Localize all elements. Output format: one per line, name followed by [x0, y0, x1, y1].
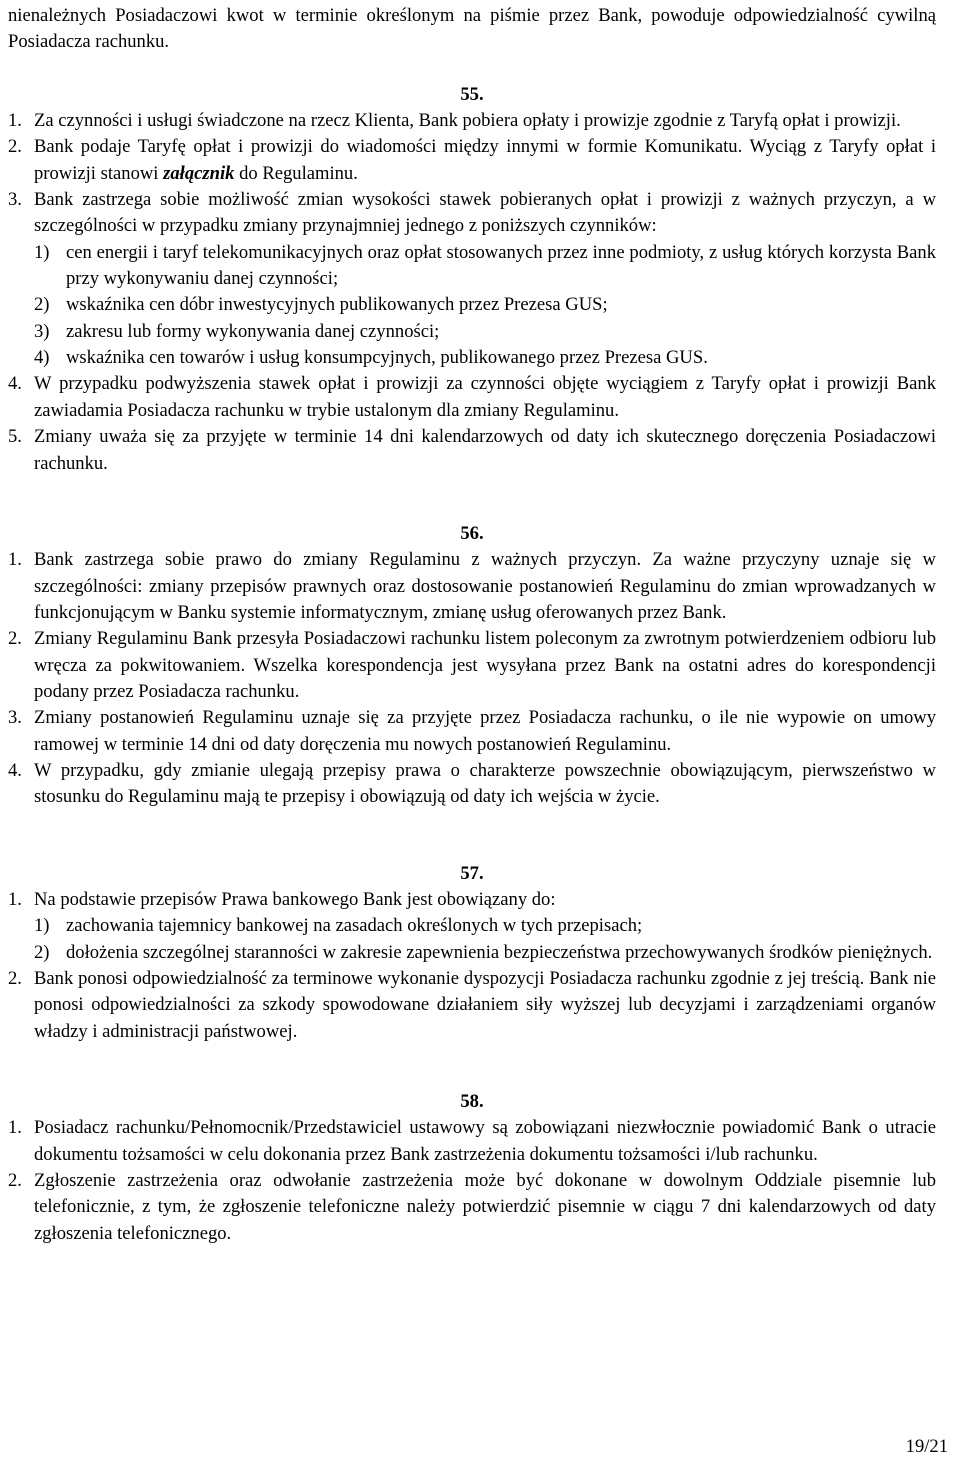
item-number: 1.: [8, 888, 22, 910]
item-number: 1.: [8, 549, 22, 571]
sub-list-item: [8, 319, 936, 345]
item-text: Zmiany Regulaminu Bank przesyła Posiadaczowi rachunku listem poleconym za zwrotnym potwierdzeniem odbioru lub wręcza za pokwitowaniem. Wszelka korespondencja jest wysyłana przez Bank na ostatni adres do korespondencji podany przez Posiadacza rachunku.: [34, 628, 936, 702]
list-item: [8, 705, 936, 758]
item-number: 1.: [8, 1117, 22, 1139]
item-text: W przypadku, gdy zmianie ulegają przepisy prawa o charakterze powszechnie obowiązującym, pierwszeństwo w stosunku do Regulaminu mają te przepisy i obowiązują od daty ich wejścia w życie.: [34, 759, 936, 808]
item-text: Za czynności i usługi świadczone na rzecz Klienta, Bank pobiera opłaty i prowizje zgodnie z Taryfą opłat i prowizji.: [34, 110, 901, 132]
list-item: [8, 1168, 936, 1247]
section-heading-57: 57.: [460, 862, 484, 884]
attachment-emphasis: załącznik: [163, 162, 235, 184]
section-heading-55: 55.: [460, 83, 484, 105]
item-text: Bank zastrzega sobie prawo do zmiany Regulaminu z ważnych przyczyn. Za ważne przyczyny uznaje się w szczególności: zmiany przepisów prawnych oraz dostosowanie postanowień Regulaminu do zmian wprowadzanych w funkcjonującym w Banku systemie informatycznym, zmianę usług oferowanych przez Bank.: [34, 549, 936, 623]
item-text: do Regulaminu.: [239, 162, 358, 184]
list-item: [8, 424, 936, 477]
item-number: 4.: [8, 759, 22, 781]
item-text: Bank zastrzega sobie możliwość zmian wysokości stawek pobieranych opłat i prowizji z ważnych przyczyn, a w szczególności w przypadku zmiany przynajmniej jednego z poniższych czynników:: [34, 189, 936, 237]
intro-paragraph: nienależnych Posiadaczowi kwot w terminie określonym na piśmie przez Bank, powoduje odpowiedzialność cywilną Posiadacza rachunku.: [8, 5, 936, 53]
list-item: [8, 626, 936, 705]
item-text: Posiadacz rachunku/Pełnomocnik/Przedstawiciel ustawowy są zobowiązani niezwłocznie powiadomić Bank o utracie dokumentu tożsamości w celu dokonania przez Bank zastrzeżenia dokumentu tożsamości i/lub rachunku.: [34, 1117, 936, 1165]
item-number: 5.: [8, 426, 22, 448]
list-item: [8, 547, 936, 626]
sub-item-text: zakresu lub formy wykonywania danej czynności;: [66, 320, 440, 342]
sub-item-text: zachowania tajemnicy bankowej na zasadach określonych w tych przepisach;: [66, 915, 643, 937]
item-number: 2.: [8, 968, 22, 989]
sub-list-item: [8, 345, 936, 371]
item-text: Zmiany uważa się za przyjęte w terminie 14 dni kalendarzowych od daty ich skutecznego doręczenia Posiadaczowi rachunku.: [34, 426, 936, 474]
item-number: 1.: [8, 110, 22, 132]
item-number: 2.: [8, 628, 22, 650]
sub-item-number: 3): [34, 320, 50, 342]
sub-item-number: 2): [34, 294, 50, 316]
item-text: Zmiany postanowień Regulaminu uznaje się za przyjęte przez Posiadacza rachunku, o ile nie wypowie on umowy ramowej w terminie 14 dni od daty doręczenia mu nowych postanowień Regulaminu.: [34, 707, 936, 755]
item-text: Bank podaje Taryfę opłat i prowizji do wiadomości między innymi w formie Komunikatu. Wyciąg z Taryfy opłat i prowizji stanowi: [34, 136, 936, 184]
item-number: 3.: [8, 189, 22, 211]
list-item: [8, 108, 936, 134]
item-text: W przypadku podwyższenia stawek opłat i prowizji za czynności objęte wyciągiem z Taryfy opłat i prowizji Bank zawiadamia Posiadacza rachunku w trybie ustalonym dla zmiany Regulaminu.: [34, 373, 936, 421]
item-number: 4.: [8, 373, 22, 395]
sub-item-number: 4): [34, 347, 50, 369]
item-number: 3.: [8, 707, 22, 729]
list-item: [8, 371, 936, 424]
item-number: 2.: [8, 1170, 22, 1192]
section-heading-58: 58.: [460, 1091, 484, 1113]
sub-item-number: 2): [34, 941, 50, 963]
sub-list-item: [8, 940, 936, 966]
list-item: [8, 887, 936, 913]
sub-item-text: wskaźnika cen dóbr inwestycyjnych publikowanych przez Prezesa GUS;: [66, 294, 608, 316]
list-item: [8, 187, 936, 240]
sub-item-number: 1): [34, 241, 50, 263]
item-text: Na podstawie przepisów Prawa bankowego Bank jest obowiązany do:: [34, 888, 556, 910]
section-heading-56: 56.: [460, 522, 484, 544]
sub-list-item: [8, 292, 936, 318]
item-text: Bank ponosi odpowiedzialność za terminowe wykonanie dyspozycji Posiadacza rachunku zgodnie z jej treścią. Bank nie ponosi odpowiedzialności za szkody spowodowane działaniem siły wyższej lub decyzjami i zarządzeniami organów władzy i administracji państwowej.: [34, 968, 936, 1042]
list-item: [8, 134, 936, 187]
sub-item-number: 1): [34, 915, 50, 937]
sub-item-text: cen energii i taryf telekomunikacyjnych oraz opłat stosowanych przez inne podmioty, z usług których korzysta Bank przy wykonywaniu danej czynności;: [66, 241, 936, 290]
item-text: Zgłoszenie zastrzeżenia oraz odwołanie zastrzeżenia może być dokonane w dowolnym Oddziale pisemnie lub telefonicznie, z tym, że zgłoszenie telefoniczne należy potwierdzić pisemnie w ciągu 7 dni kalendarzowych od daty zgłoszenia telefonicznego.: [34, 1170, 936, 1244]
sub-list-item: [8, 240, 936, 293]
list-item: [8, 758, 936, 811]
sub-item-text: wskaźnika cen towarów i usług konsumpcyjnych, publikowanego przez Prezesa GUS.: [66, 347, 708, 369]
list-item: [8, 966, 936, 1045]
sub-list-item: [8, 913, 936, 939]
sub-item-text: dołożenia szczególnej staranności w zakresie zapewnienia bezpieczeństwa przechowywanych środków pieniężnych.: [66, 941, 933, 963]
list-item: [8, 1115, 936, 1168]
page-number: 19/21: [905, 1436, 948, 1457]
item-number: 2.: [8, 136, 22, 158]
